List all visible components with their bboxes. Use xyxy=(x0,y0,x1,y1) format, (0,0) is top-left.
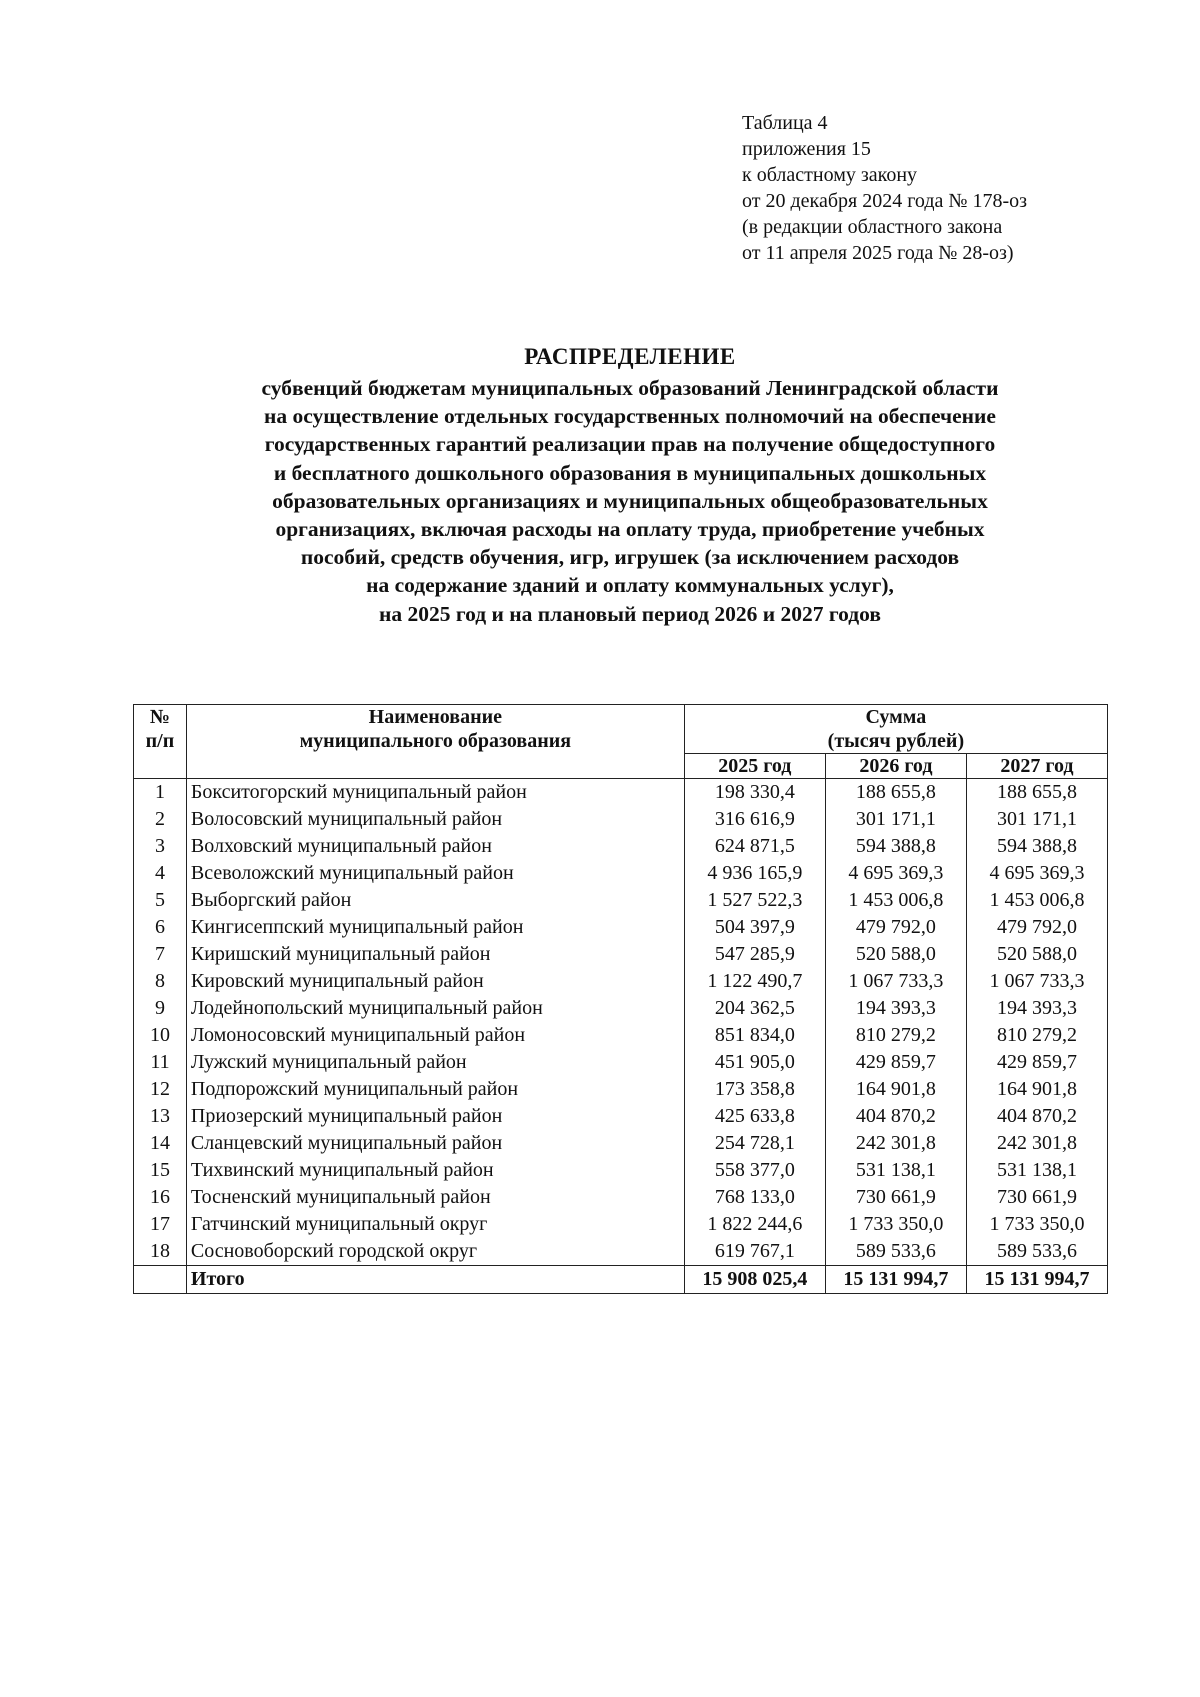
municipality-name-cell: Волховский муниципальный район xyxy=(186,833,684,860)
amount-2026-cell: 188 655,8 xyxy=(825,779,966,807)
amount-2027-cell: 810 279,2 xyxy=(966,1022,1107,1049)
amount-2025-cell: 1 822 244,6 xyxy=(684,1211,825,1238)
amount-2025-cell: 425 633,8 xyxy=(684,1103,825,1130)
municipality-name-cell: Приозерский муниципальный район xyxy=(186,1103,684,1130)
table-row xyxy=(134,1211,1108,1238)
municipality-name-cell: Гатчинский муниципальный округ xyxy=(186,1211,684,1238)
table-body xyxy=(134,779,1108,1294)
title-line: организациях, включая расходы на оплату труда, приобретение учебных xyxy=(275,517,985,542)
row-number-cell: 7 xyxy=(134,941,187,968)
table-row xyxy=(134,1022,1108,1049)
amount-2027-cell: 301 171,1 xyxy=(966,806,1107,833)
amount-2027-cell: 164 901,8 xyxy=(966,1076,1107,1103)
column-header-sum-line: Сумма xyxy=(865,706,927,728)
row-number-cell: 15 xyxy=(134,1157,187,1184)
column-header-number xyxy=(134,705,187,779)
amount-2025-cell: 851 834,0 xyxy=(684,1022,825,1049)
column-header-sum xyxy=(684,705,1107,754)
column-header-number-line: п/п xyxy=(145,730,175,752)
municipality-name-cell: Лодейнопольский муниципальный район xyxy=(186,995,684,1022)
amount-2027-cell: 531 138,1 xyxy=(966,1157,1107,1184)
municipality-name-cell: Сланцевский муниципальный район xyxy=(186,1130,684,1157)
amount-2027-cell: 1 453 006,8 xyxy=(966,887,1107,914)
title-line: на 2025 год и на плановый период 2026 и 2027 годов xyxy=(379,601,881,626)
header-line: от 20 декабря 2024 года № 178-оз xyxy=(742,190,1028,212)
appendix-reference xyxy=(742,110,1027,266)
column-header-name-line: муниципального образования xyxy=(299,730,572,752)
table-row xyxy=(134,887,1108,914)
amount-2027-cell: 194 393,3 xyxy=(966,995,1107,1022)
municipality-name-cell: Подпорожский муниципальный район xyxy=(186,1076,684,1103)
amount-2025-cell: 4 936 165,9 xyxy=(684,860,825,887)
amount-2027-cell: 404 870,2 xyxy=(966,1103,1107,1130)
row-number-cell: 11 xyxy=(134,1049,187,1076)
total-number-cell xyxy=(134,1266,187,1294)
title-line: на содержание зданий и оплату коммунальных услуг), xyxy=(366,573,894,598)
municipality-name-cell: Выборгский район xyxy=(186,887,684,914)
municipality-name-cell: Волосовский муниципальный район xyxy=(186,806,684,833)
total-2026-cell: 15 131 994,7 xyxy=(825,1266,966,1294)
amount-2027-cell: 589 533,6 xyxy=(966,1238,1107,1266)
row-number-cell: 18 xyxy=(134,1238,187,1266)
amount-2026-cell: 479 792,0 xyxy=(825,914,966,941)
row-number-cell: 10 xyxy=(134,1022,187,1049)
amount-2026-cell: 242 301,8 xyxy=(825,1130,966,1157)
amount-2026-cell: 1 733 350,0 xyxy=(825,1211,966,1238)
title-line: пособий, средств обучения, игр, игрушек (за исключением расходов xyxy=(300,545,960,570)
table-row xyxy=(134,1130,1108,1157)
total-2027-cell: 15 131 994,7 xyxy=(966,1266,1107,1294)
table-row xyxy=(134,833,1108,860)
table-row xyxy=(134,1157,1108,1184)
row-number-cell: 9 xyxy=(134,995,187,1022)
municipality-name-cell: Ломоносовский муниципальный район xyxy=(186,1022,684,1049)
amount-2027-cell: 1 733 350,0 xyxy=(966,1211,1107,1238)
table-row xyxy=(134,968,1108,995)
amount-2026-cell: 429 859,7 xyxy=(825,1049,966,1076)
amount-2027-cell: 4 695 369,3 xyxy=(966,860,1107,887)
amount-2025-cell: 316 616,9 xyxy=(684,806,825,833)
amount-2025-cell: 558 377,0 xyxy=(684,1157,825,1184)
header-line: Таблица 4 xyxy=(742,112,828,134)
table-row xyxy=(134,1103,1108,1130)
municipality-name-cell: Тосненский муниципальный район xyxy=(186,1184,684,1211)
row-number-cell: 8 xyxy=(134,968,187,995)
amount-2025-cell: 1 122 490,7 xyxy=(684,968,825,995)
table-total-row xyxy=(134,1266,1108,1294)
row-number-cell: 12 xyxy=(134,1076,187,1103)
amount-2026-cell: 1 453 006,8 xyxy=(825,887,966,914)
row-number-cell: 13 xyxy=(134,1103,187,1130)
row-number-cell: 2 xyxy=(134,806,187,833)
amount-2026-cell: 1 067 733,3 xyxy=(825,968,966,995)
row-number-cell: 6 xyxy=(134,914,187,941)
title-line: субвенций бюджетам муниципальных образований Ленинградской области xyxy=(261,376,999,400)
column-header-name-line: Наименование xyxy=(368,706,502,728)
amount-2025-cell: 547 285,9 xyxy=(684,941,825,968)
municipality-name-cell: Киришский муниципальный район xyxy=(186,941,684,968)
column-header-year-2027: 2027 год xyxy=(966,754,1107,779)
amount-2027-cell: 242 301,8 xyxy=(966,1130,1107,1157)
amount-2027-cell: 520 588,0 xyxy=(966,941,1107,968)
amount-2026-cell: 810 279,2 xyxy=(825,1022,966,1049)
amount-2025-cell: 768 133,0 xyxy=(684,1184,825,1211)
column-header-name xyxy=(186,705,684,779)
amount-2027-cell: 188 655,8 xyxy=(966,779,1107,807)
amount-2027-cell: 1 067 733,3 xyxy=(966,968,1107,995)
amount-2025-cell: 504 397,9 xyxy=(684,914,825,941)
amount-2027-cell: 594 388,8 xyxy=(966,833,1107,860)
column-header-year-2025: 2025 год xyxy=(684,754,825,779)
amount-2025-cell: 204 362,5 xyxy=(684,995,825,1022)
amount-2026-cell: 164 901,8 xyxy=(825,1076,966,1103)
municipality-name-cell: Лужский муниципальный район xyxy=(186,1049,684,1076)
table-row xyxy=(134,1049,1108,1076)
row-number-cell: 16 xyxy=(134,1184,187,1211)
header-line: (в редакции областного закона xyxy=(742,216,1003,238)
amount-2025-cell: 173 358,8 xyxy=(684,1076,825,1103)
amount-2025-cell: 1 527 522,3 xyxy=(684,887,825,914)
document-title xyxy=(150,340,1110,628)
table-row xyxy=(134,860,1108,887)
municipality-name-cell: Сосновоборский городской округ xyxy=(186,1238,684,1266)
table-row xyxy=(134,914,1108,941)
title-main: РАСПРЕДЕЛЕНИЕ xyxy=(524,344,736,369)
amount-2026-cell: 4 695 369,3 xyxy=(825,860,966,887)
row-number-cell: 5 xyxy=(134,887,187,914)
amount-2027-cell: 730 661,9 xyxy=(966,1184,1107,1211)
municipality-name-cell: Кингисеппский муниципальный район xyxy=(186,914,684,941)
row-number-cell: 17 xyxy=(134,1211,187,1238)
title-line: государственных гарантий реализации прав на получение общедоступного xyxy=(264,432,996,457)
row-number-cell: 4 xyxy=(134,860,187,887)
title-line: и бесплатного дошкольного образования в муниципальных дошкольных xyxy=(273,460,987,485)
distribution-table xyxy=(133,704,1108,1294)
amount-2026-cell: 531 138,1 xyxy=(825,1157,966,1184)
column-header-number-line: № xyxy=(149,706,170,728)
column-header-sum-unit: (тысяч рублей) xyxy=(827,730,965,752)
row-number-cell: 3 xyxy=(134,833,187,860)
table-row xyxy=(134,941,1108,968)
amount-2026-cell: 520 588,0 xyxy=(825,941,966,968)
table-row xyxy=(134,1238,1108,1266)
amount-2026-cell: 589 533,6 xyxy=(825,1238,966,1266)
row-number-cell: 1 xyxy=(134,779,187,807)
table-row xyxy=(134,779,1108,807)
amount-2025-cell: 619 767,1 xyxy=(684,1238,825,1266)
row-number-cell: 14 xyxy=(134,1130,187,1157)
table-row xyxy=(134,1076,1108,1103)
amount-2026-cell: 730 661,9 xyxy=(825,1184,966,1211)
header-line: к областному закону xyxy=(742,164,918,186)
amount-2026-cell: 404 870,2 xyxy=(825,1103,966,1130)
amount-2026-cell: 594 388,8 xyxy=(825,833,966,860)
municipality-name-cell: Всеволожский муниципальный район xyxy=(186,860,684,887)
title-line: на осуществление отдельных государственных полномочий на обеспечение xyxy=(264,404,996,429)
municipality-name-cell: Кировский муниципальный район xyxy=(186,968,684,995)
municipality-name-cell: Бокситогорский муниципальный район xyxy=(186,779,684,807)
total-label-cell: Итого xyxy=(186,1266,684,1294)
column-header-year-2026: 2026 год xyxy=(825,754,966,779)
amount-2025-cell: 451 905,0 xyxy=(684,1049,825,1076)
amount-2025-cell: 254 728,1 xyxy=(684,1130,825,1157)
header-line: приложения 15 xyxy=(742,138,871,160)
table-row xyxy=(134,1184,1108,1211)
amount-2025-cell: 198 330,4 xyxy=(684,779,825,807)
amount-2027-cell: 479 792,0 xyxy=(966,914,1107,941)
table-header-row xyxy=(134,705,1108,754)
municipality-name-cell: Тихвинский муниципальный район xyxy=(186,1157,684,1184)
table-row xyxy=(134,995,1108,1022)
title-line: образовательных организациях и муниципальных общеобразовательных xyxy=(272,488,988,513)
table-row xyxy=(134,806,1108,833)
amount-2025-cell: 624 871,5 xyxy=(684,833,825,860)
amount-2026-cell: 301 171,1 xyxy=(825,806,966,833)
amount-2026-cell: 194 393,3 xyxy=(825,995,966,1022)
header-line: от 11 апреля 2025 года № 28-оз) xyxy=(742,242,1014,264)
amount-2027-cell: 429 859,7 xyxy=(966,1049,1107,1076)
total-2025-cell: 15 908 025,4 xyxy=(684,1266,825,1294)
